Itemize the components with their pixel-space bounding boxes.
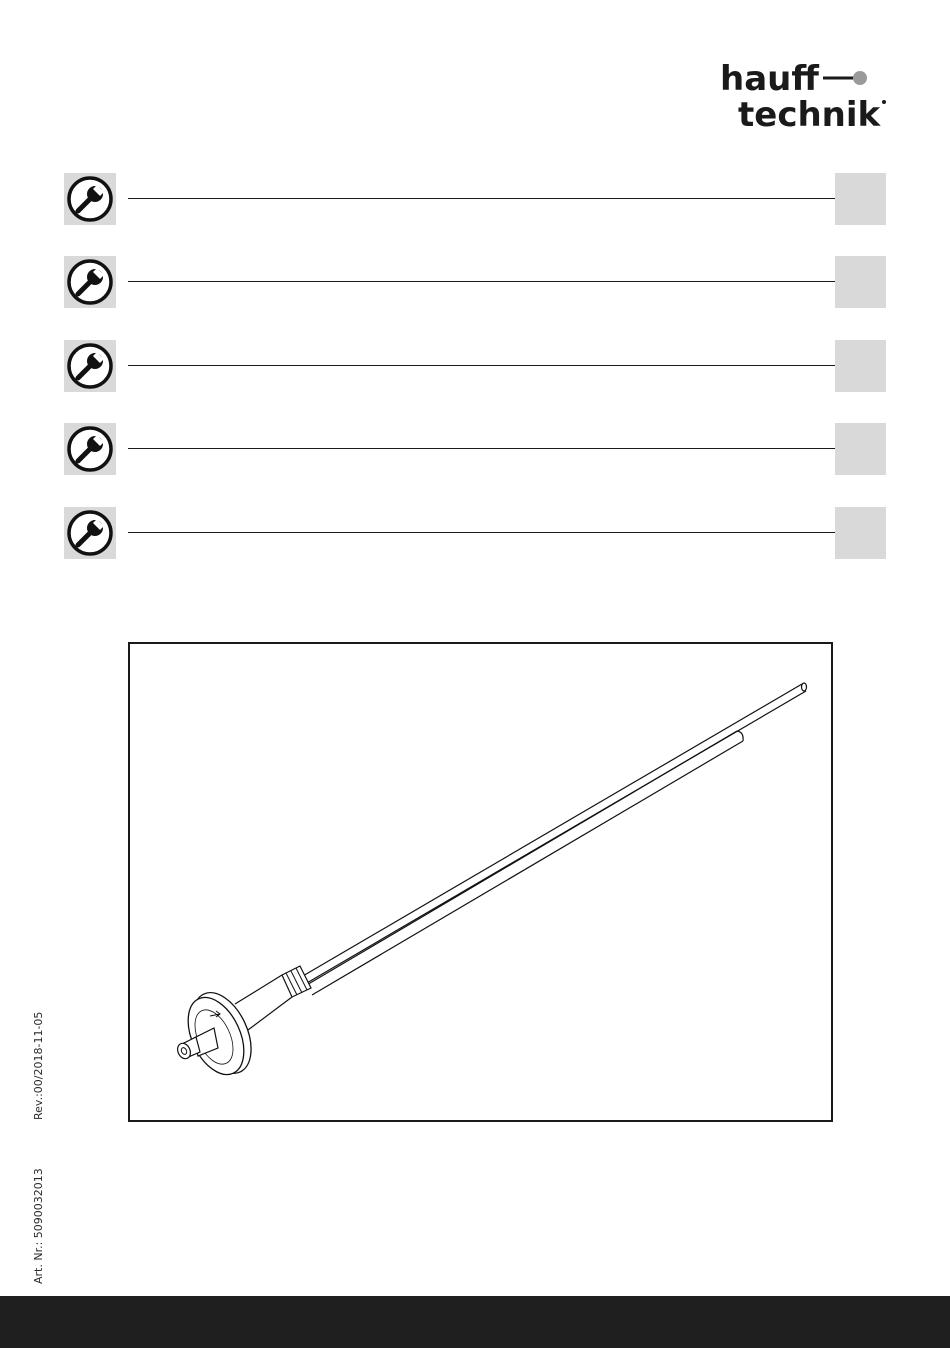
language-box <box>835 256 886 308</box>
instruction-row <box>64 173 886 225</box>
article-number-label: Art. Nr.: 5090032013 <box>32 1168 45 1284</box>
instruction-line <box>128 365 835 366</box>
instruction-line <box>128 198 835 199</box>
instruction-row <box>64 423 886 475</box>
product-illustration <box>130 644 831 1120</box>
wrench-icon <box>64 173 116 225</box>
brand-line-1: hauff <box>720 60 819 99</box>
instruction-line <box>128 448 835 449</box>
brand-line-2: technik <box>738 95 881 135</box>
language-box <box>835 173 886 225</box>
instruction-line <box>128 532 835 533</box>
language-box <box>835 507 886 559</box>
instruction-row <box>64 340 886 392</box>
instruction-row <box>64 507 886 559</box>
footer-bar <box>0 1296 950 1348</box>
wrench-icon <box>64 507 116 559</box>
wrench-icon <box>64 340 116 392</box>
brand-logo <box>720 60 890 135</box>
wrench-icon <box>64 256 116 308</box>
wrench-icon <box>64 423 116 475</box>
instruction-line <box>128 281 835 282</box>
language-box <box>835 340 886 392</box>
instruction-row <box>64 256 886 308</box>
language-box <box>835 423 886 475</box>
revision-label: Rev.:00/2018-11-05 <box>32 1011 45 1120</box>
product-figure <box>128 642 833 1122</box>
